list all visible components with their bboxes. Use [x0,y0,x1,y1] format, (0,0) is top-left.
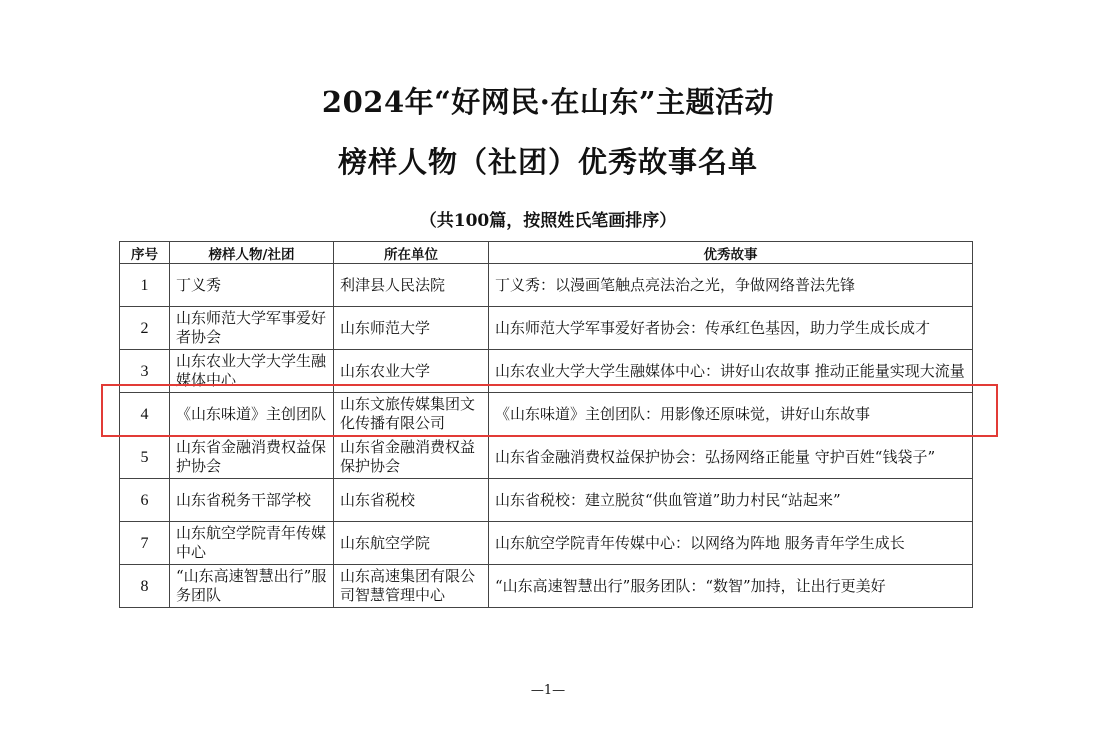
person-text: 山东农业大学大学生融媒体中心 [176,352,327,389]
row-story [489,565,973,608]
row-number: 1 [120,264,170,307]
document-title-line1: 2024年“好网民·在山东”主题活动 [321,85,775,119]
unit-text: 山东师范大学 [340,318,431,337]
header-number: 序号 [120,242,170,264]
unit-text: 山东农业大学 [340,361,431,380]
header-story: 优秀故事 [489,242,973,264]
table-row [120,264,973,307]
row-number: 4 [120,393,170,436]
story-text: 《山东味道》主创团队：用影像还原味觉，讲好山东故事 [495,404,871,423]
row-person [170,565,334,608]
row-number: 8 [120,565,170,608]
row-number: 2 [120,307,170,350]
row-unit [334,565,489,608]
table-row [120,436,973,479]
table-header-row [120,242,973,264]
story-text: 山东师范大学军事爱好者协会：传承红色基因，助力学生成长成才 [495,318,931,337]
row-number: 7 [120,522,170,565]
story-text: 丁义秀：以漫画笔触点亮法治之光，争做网络普法先锋 [495,275,856,294]
story-text: 山东航空学院青年传媒中心：以网络为阵地 服务青年学生成长 [495,533,905,552]
row-person [170,307,334,350]
row-story [489,264,973,307]
header-person: 榜样人物/社团 [170,242,334,264]
document-title-line2: 榜样人物（社团）优秀故事名单 [337,145,758,179]
story-text: “山东高速智慧出行”服务团队：“数智”加持，让出行更美好 [495,576,886,595]
header-unit: 所在单位 [334,242,489,264]
row-story [489,479,973,522]
person-text: “山东高速智慧出行”服务团队 [176,567,327,604]
story-text: 山东省金融消费权益保护协会：弘扬网络正能量 守护百姓“钱袋子” [495,447,936,466]
unit-text: 山东文旅传媒集团文化传播有限公司 [340,395,476,432]
row-number: 3 [120,350,170,393]
document-subtitle: （共100篇，按照姓氏笔画排序） [419,211,677,231]
person-text: 山东师范大学军事爱好者协会 [176,309,327,346]
row-story [489,522,973,565]
row-unit [334,264,489,307]
story-text: 山东省税校：建立脱贫“供血管道”助力村民“站起来” [495,490,841,509]
unit-text: 利津县人民法院 [340,275,446,294]
unit-text: 山东省税校 [340,490,416,509]
highlight-box [101,384,998,437]
story-text: 山东农业大学大学生融媒体中心：讲好山农故事 推动正能量实现大流量 [495,361,965,380]
table-row [120,565,973,608]
row-person [170,436,334,479]
row-person [170,264,334,307]
row-story [489,436,973,479]
person-text: 《山东味道》主创团队 [176,404,327,423]
person-text: 丁义秀 [176,275,222,294]
row-unit [334,307,489,350]
row-unit [334,522,489,565]
unit-text: 山东航空学院 [340,533,431,552]
table-row [120,522,973,565]
page-number: —1— [530,683,566,698]
row-number: 6 [120,479,170,522]
row-person [170,479,334,522]
row-unit [334,436,489,479]
row-unit [334,479,489,522]
person-text: 山东航空学院青年传媒中心 [176,524,327,561]
person-text: 山东省金融消费权益保护协会 [176,438,327,475]
unit-text: 山东高速集团有限公司智慧管理中心 [340,567,476,604]
table-row [120,307,973,350]
unit-text: 山东省金融消费权益保护协会 [340,438,476,475]
row-number: 5 [120,436,170,479]
person-text: 山东省税务干部学校 [176,490,312,509]
row-story [489,307,973,350]
row-person [170,522,334,565]
table-row [120,479,973,522]
